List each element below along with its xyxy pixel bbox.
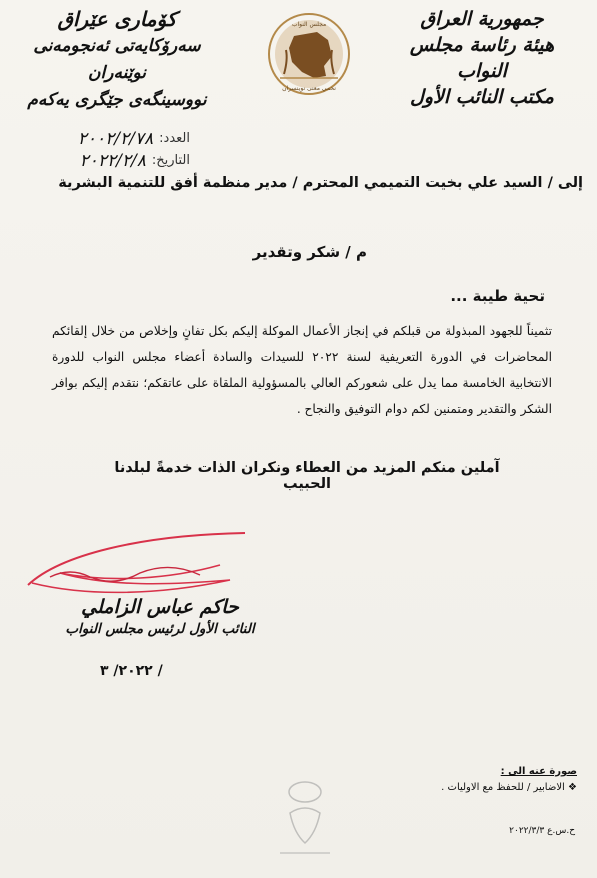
header-left-block	[12, 6, 222, 114]
header-right-line-3: مكتب النائب الأول	[410, 86, 554, 108]
header-left-line-1: كۆماری عێراق	[57, 7, 177, 31]
signer-title: النائب الأول لرئيس مجلس النواب	[65, 621, 255, 637]
signer-block	[55, 595, 265, 639]
signature-scribble-icon	[20, 525, 255, 605]
emblem-top-label: مجلس النواب	[291, 21, 327, 28]
header-right-line-2: هيئة رئاسة مجلس النواب	[409, 34, 555, 82]
diamond-bullet-icon: ❖	[564, 782, 577, 793]
closing-line: آملين منكم المزيد من العطاء ونكران الذات خدمةً لبلدنا الحبيب	[114, 460, 500, 492]
number-value: ٢٠٠٢/٢/٧٨	[77, 129, 154, 149]
greeting-line: تحية طيبة ...	[450, 287, 545, 305]
body-paragraph: تثميناً للجهود المبذولة من قبلكم في إنجاز الأعمال الموكلة إليكم بكل تفانٍ وإخلاص من خلال إلقائكم المحاضرات في الدورة التعريفية لسنة ٢٠٢٢ للسيدات والسادة أعضاء مجلس النواب للدورة الانتخابية الخامسة مما يدل على شعوركم العالي بالمسؤولية الملقاة على عاتقكم؛ نتقدم إليكم بوافر الشكر والتقدير ومتمنين لكم دوام التوفيق والنجاح .	[52, 324, 552, 416]
header-left-line-2: سەرۆکایەتی ئەنجومەنی نوێنەران	[33, 36, 201, 83]
signer-name: حاكم عباس الزاملي	[81, 596, 239, 618]
subject-line: م / شكر وتقدير	[252, 243, 367, 261]
recipient-line: إلى / السيد علي بخيت التميمي المحترم / مدير منظمة أفق للتنمية البشرية	[58, 175, 583, 191]
header-right-line-1: جمهورية العراق	[420, 8, 544, 30]
parliament-emblem-icon	[262, 6, 357, 106]
emblem-bottom-label: نحمي معنى نوينسران	[282, 85, 336, 92]
number-label: العدد:	[159, 131, 190, 146]
date-label: التاريخ:	[151, 153, 190, 168]
signature-date: ٢٠٢٢/ ٣ /	[100, 663, 163, 679]
header-left-line-3: نووسینگەی جێگری یەکەم	[27, 90, 207, 110]
copy-to-heading: صورة عنه الى :	[500, 766, 577, 777]
copy-to-item-text: الاضابير / للحفظ مع الاوليات .	[441, 782, 565, 793]
header-right-block	[387, 6, 577, 110]
date-value: ٢٠٢٢/٢/٨	[79, 151, 146, 171]
watermark-seal-icon	[270, 768, 340, 863]
reference-block	[30, 128, 190, 172]
footer-code: ح.س.ع ٢٠٢٢/٣/٣	[509, 826, 575, 836]
